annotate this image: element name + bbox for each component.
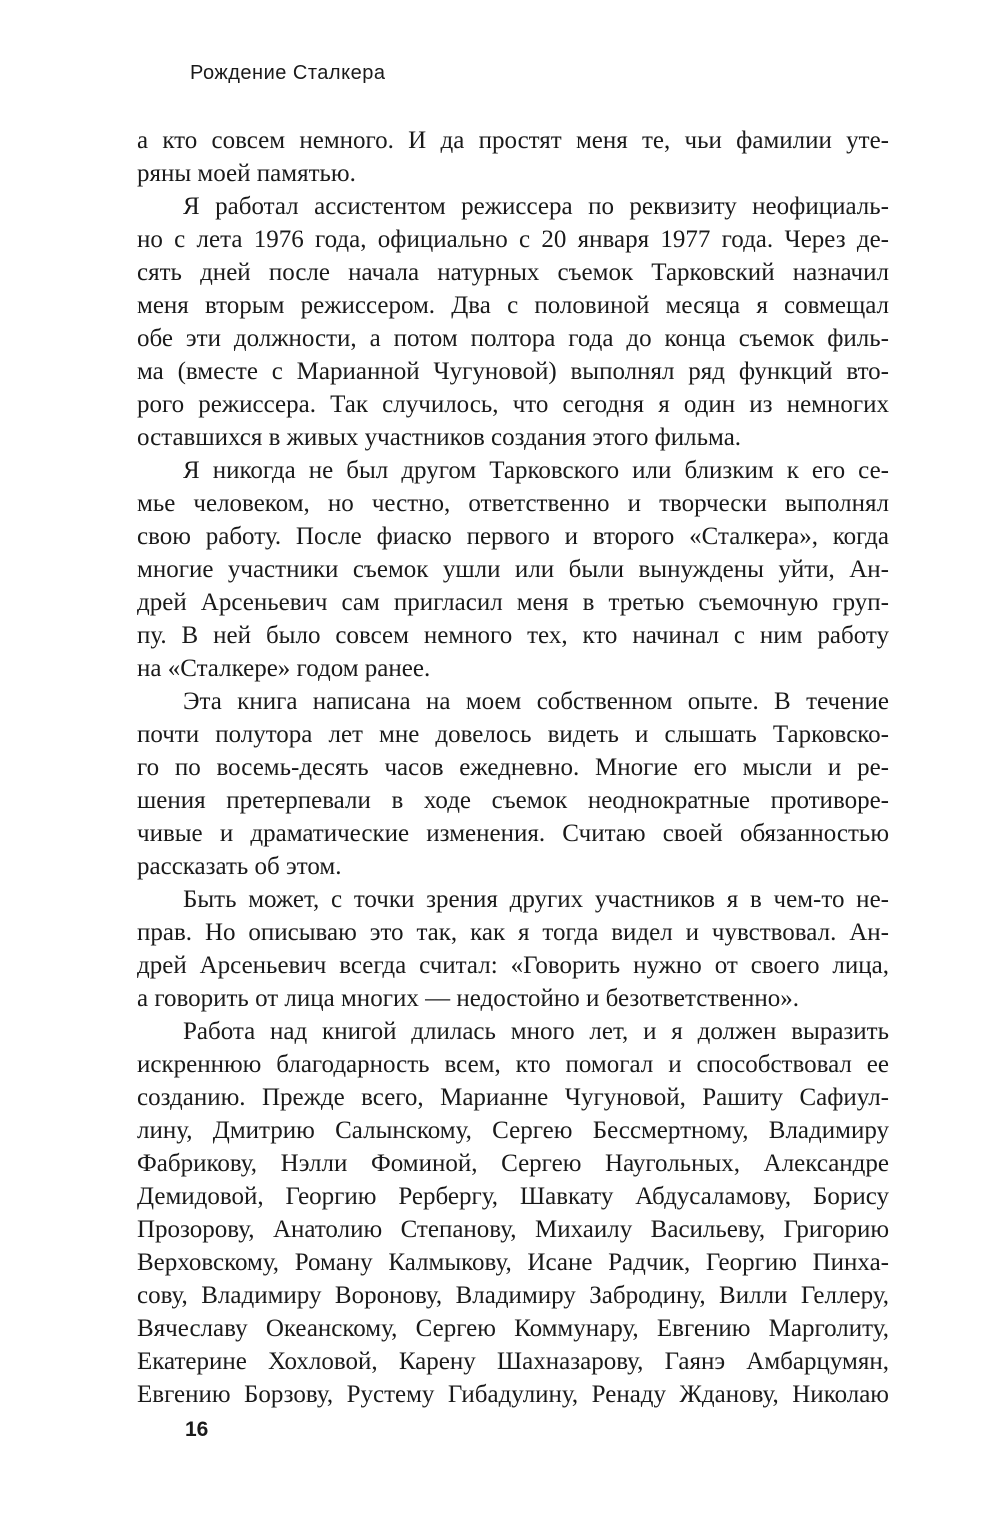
text-line: сять дней после начала натурных съемок Тарковский назначил	[137, 259, 889, 286]
text-line: меня вторым режиссером. Два с половиной месяца я совмещал	[137, 292, 889, 319]
text-line: дрей Арсеньевич сам пригласил меня в третью съемочную груп-	[137, 589, 889, 616]
text-line: чивые и драматические изменения. Считаю своей обязанностью	[137, 820, 889, 847]
text-line: на «Сталкере» годом ранее.	[137, 655, 431, 682]
text-line: Вячеславу Океанскому, Сергею Коммунару, Евгению Марголиту,	[137, 1315, 889, 1342]
text-line: а говорить от лица многих — недостойно и безответственно».	[137, 985, 800, 1012]
text-line: прав. Но описываю это так, как я тогда видел и чувствовал. Ан-	[137, 919, 889, 946]
text-line: а кто совсем немного. И да простят меня те, чьи фамилии уте-	[137, 127, 889, 154]
text-line: ма (вместе с Марианной Чугуновой) выполнял ряд функций вто-	[137, 358, 889, 385]
page-number: 16	[185, 1418, 209, 1441]
text-line: многие участники съемок ушли или были вынуждены уйти, Ан-	[137, 556, 889, 583]
text-line: шения претерпевали в ходе съемок неоднократные противоре-	[137, 787, 889, 814]
text-line: Прозорову, Анатолию Степанову, Михаилу Васильеву, Григорию	[137, 1216, 889, 1243]
paragraph-first-line: Быть может, с точки зрения других участников я в чем-то не-	[183, 886, 889, 913]
text-line: рассказать об этом.	[137, 853, 342, 880]
text-line: обе эти должности, а потом полтора года до конца съемок филь-	[137, 325, 889, 352]
text-line: мье человеком, но честно, ответственно и творчески выполнял	[137, 490, 889, 517]
paragraph-first-line: Я работал ассистентом режиссера по реквизиту неофициаль-	[183, 193, 889, 220]
running-title: Рождение Сталкера	[190, 62, 386, 84]
text-line: Фабрикову, Нэлли Фоминой, Сергею Наугольных, Александре	[137, 1150, 889, 1177]
text-line: созданию. Прежде всего, Марианне Чугуновой, Рашиту Сафиул-	[137, 1084, 889, 1111]
text-line: Екатерине Хохловой, Карену Шахназарову, Гаянэ Амбарцумян,	[137, 1348, 889, 1375]
paragraph-first-line: Эта книга написана на моем собственном опыте. В течение	[183, 688, 889, 715]
text-line: Верховскому, Роману Калмыкову, Исане Радчик, Георгию Пинха-	[137, 1249, 889, 1276]
paragraph-first-line: Работа над книгой длилась много лет, и я должен выразить	[183, 1018, 889, 1045]
text-line: пу. В ней было совсем немного тех, кто начинал с ним работу	[137, 622, 889, 649]
text-line: Евгению Борзову, Рустему Гибадулину, Ренаду Жданову, Николаю	[137, 1381, 889, 1408]
text-line: дрей Арсеньевич всегда считал: «Говорить нужно от своего лица,	[137, 952, 889, 979]
text-line: сову, Владимиру Воронову, Владимиру Забродину, Вилли Геллеру,	[137, 1282, 889, 1309]
text-line: лину, Дмитрию Салынскому, Сергею Бессмертному, Владимиру	[137, 1117, 889, 1144]
paragraph-first-line: Я никогда не был другом Тарковского или близким к его се-	[183, 457, 889, 484]
text-line: свою работу. После фиаско первого и второго «Сталкера», когда	[137, 523, 889, 550]
text-line: искреннюю благодарность всем, кто помогал и способствовал ее	[137, 1051, 889, 1078]
text-line: но с лета 1976 года, официально с 20 января 1977 года. Через де-	[137, 226, 889, 253]
text-line: го по восемь-десять часов ежедневно. Многие его мысли и ре-	[137, 754, 889, 781]
text-line: ряны моей памятью.	[137, 160, 356, 187]
text-line: рого режиссера. Так случилось, что сегодня я один из немногих	[137, 391, 889, 418]
text-line: оставшихся в живых участников создания этого фильма.	[137, 424, 742, 451]
text-line: Демидовой, Георгию Рербергу, Шавкату Абдусаламову, Борису	[137, 1183, 889, 1210]
text-line: почти полутора лет мне довелось видеть и слышать Тарковско-	[137, 721, 889, 748]
body-text	[137, 124, 889, 1411]
